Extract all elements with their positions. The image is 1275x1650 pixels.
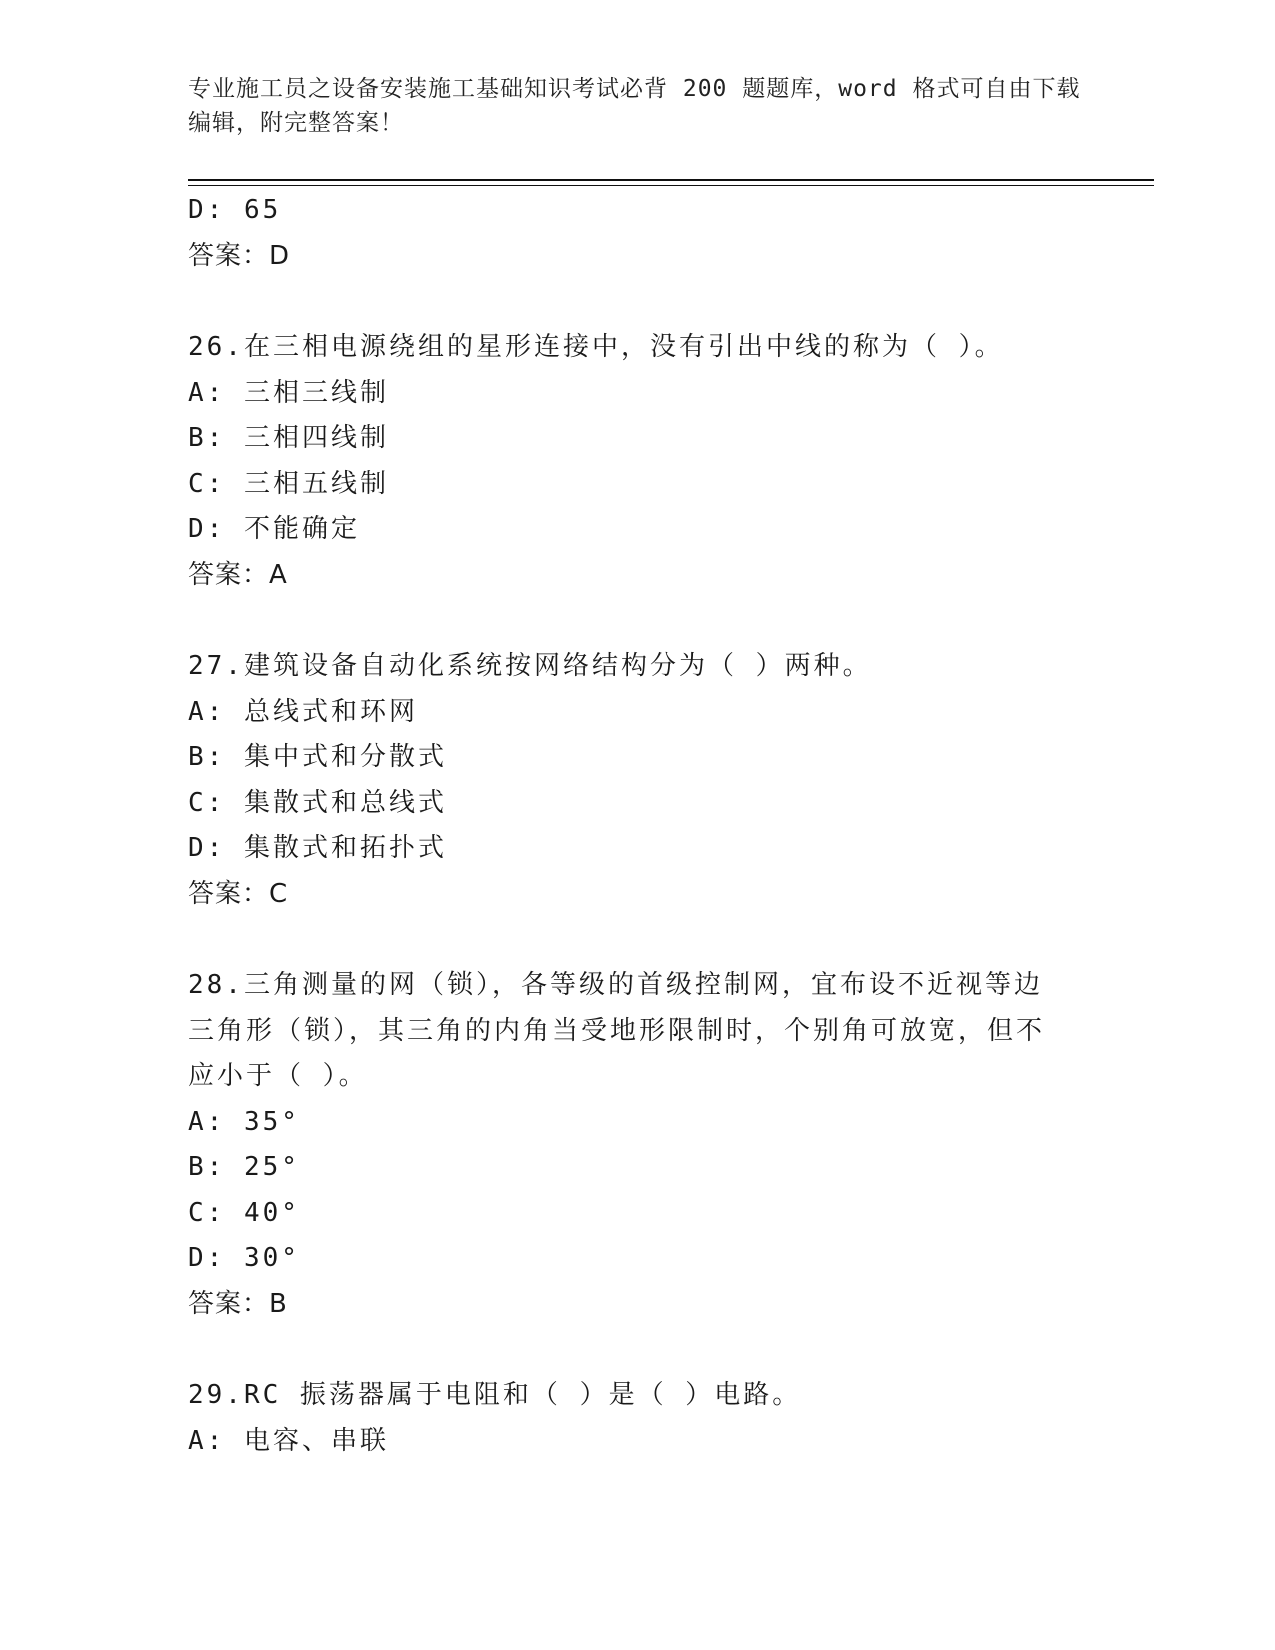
answer-text: 答案：C — [188, 878, 289, 909]
question-stem: 27.建筑设备自动化系统按网络结构分为（ ）两种。 — [188, 651, 872, 681]
option-c: C: 三相五线制 — [188, 468, 389, 499]
header-divider-thick — [188, 179, 1154, 181]
question-stem: 29.RC 振荡器属于电阻和（ ）是（ ）电路。 — [188, 1380, 802, 1410]
option-d: D: 65 — [188, 195, 282, 225]
question-26 — [188, 325, 1088, 598]
header-title-line-1: 专业施工员之设备安装施工基础知识考试必背 200 题题库，word 格式可自由下载 — [188, 76, 1081, 102]
answer-text: 答案：D — [188, 240, 291, 271]
option-a: A: 三相三线制 — [188, 377, 389, 408]
document-header — [188, 72, 1088, 140]
option-b: B: 三相四线制 — [188, 423, 389, 453]
question-stem: 28.三角测量的网（锁），各等级的首级控制网，宜布设不近视等边三角形（锁），其三角的内角当受地形限制时，个别角可放宽，但不应小于（ ）。 — [188, 970, 1046, 1091]
option-c: C: 40° — [188, 1197, 300, 1228]
header-title-line-2: 编辑，附完整答案！ — [188, 110, 404, 136]
question-28 — [188, 963, 1088, 1327]
header-divider-thin — [188, 185, 1154, 186]
option-c: C: 集散式和总线式 — [188, 787, 447, 818]
prev-question-tail — [188, 188, 1088, 279]
option-b: B: 25° — [188, 1152, 300, 1182]
answer-text: 答案：A — [188, 559, 288, 590]
option-d: D: 不能确定 — [188, 514, 360, 544]
answer-text: 答案：B — [188, 1288, 288, 1319]
option-a: A: 总线式和环网 — [188, 696, 418, 727]
question-27 — [188, 644, 1088, 917]
option-b: B: 集中式和分散式 — [188, 742, 447, 772]
option-a: A: 35° — [188, 1106, 300, 1137]
question-list — [188, 188, 1088, 1464]
question-29 — [188, 1373, 1088, 1464]
option-d: D: 集散式和拓扑式 — [188, 833, 447, 863]
option-d: D: 30° — [188, 1243, 300, 1273]
question-stem: 26.在三相电源绕组的星形连接中，没有引出中线的称为（ ）。 — [188, 332, 1004, 362]
option-a: A: 电容、串联 — [188, 1425, 389, 1456]
